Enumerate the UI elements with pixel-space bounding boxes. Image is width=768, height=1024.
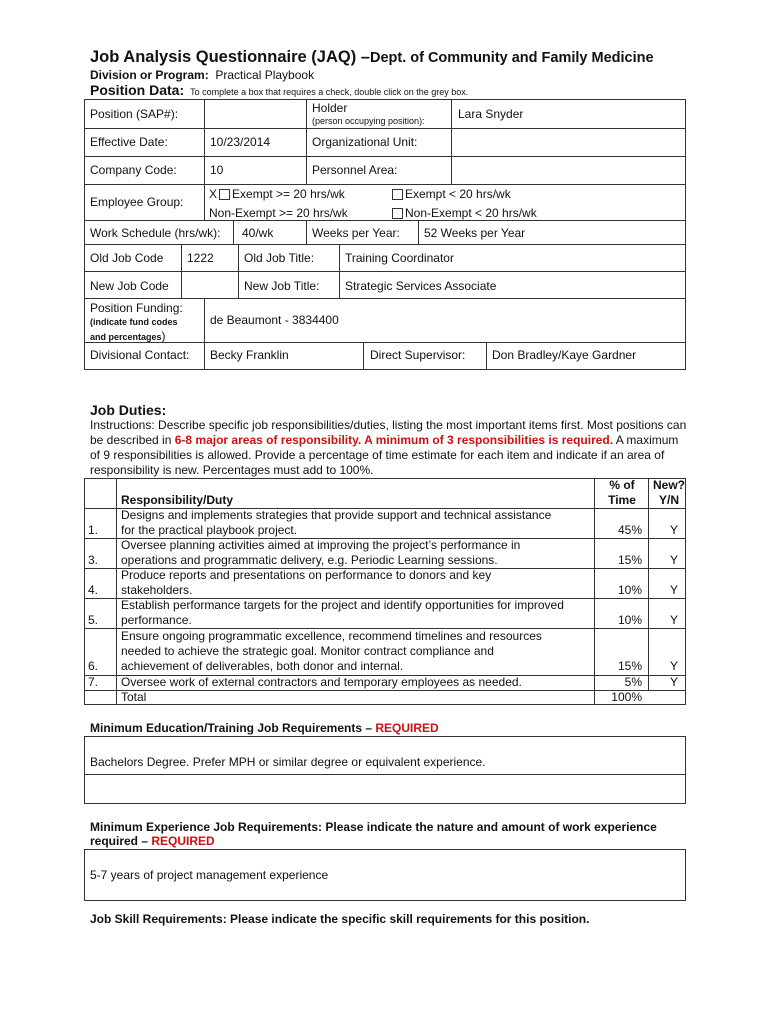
- nonexempt-lt-option[interactable]: [390, 206, 537, 220]
- col-pct-header-2: Time: [608, 493, 636, 507]
- position-sap-label: Position (SAP#):: [90, 107, 179, 121]
- duty-6-pct: 15%: [617, 659, 642, 673]
- holder-sublabel: (person occupying position):: [312, 116, 425, 126]
- instr-part2: A maximum of 9 responsibilities is allowed. Provide a percentage of time estimate for each item and indicate if an area of responsibility is new. Percentages must add to 100%.: [90, 433, 679, 477]
- col-new-header-1: New?: [652, 478, 685, 492]
- duty-5-line2: performance.: [121, 613, 192, 627]
- duty-5-num: 5.: [88, 613, 99, 627]
- funding-sub-paren: ): [161, 329, 166, 343]
- duty-3-line1: Oversee planning activities aimed at improving the project’s performance in: [121, 538, 521, 552]
- new-job-title-label: New Job Title:: [244, 279, 320, 293]
- div-contact-label: Divisional Contact:: [90, 348, 190, 362]
- exempt-lt-option[interactable]: [390, 187, 511, 201]
- col-pct-header-1: % of: [609, 478, 635, 492]
- experience-label: Minimum Experience Job Requirements: Please indicate the nature and amount of work experience required –: [90, 820, 657, 848]
- duties-instructions: [90, 418, 690, 478]
- education-value: Bachelors Degree. Prefer MPH or similar degree or equivalent experience.: [90, 755, 486, 769]
- duty-5-line1: Establish performance targets for the project and identify opportunities for improved: [121, 598, 564, 612]
- funding-value: de Beaumont - 3834400: [210, 313, 339, 327]
- nonexempt-ge-label: Non-Exempt >= 20 hrs/wk: [209, 206, 348, 220]
- company-code-value: 10: [210, 163, 224, 177]
- experience-value: 5-7 years of project management experience: [90, 868, 329, 882]
- effective-date-value: 10/23/2014: [210, 135, 271, 149]
- experience-heading: [90, 820, 690, 848]
- col-duty-header: Responsibility/Duty: [121, 493, 234, 507]
- holder-value: Lara Snyder: [458, 107, 524, 121]
- skills-heading: Job Skill Requirements: Please indicate the specific skill requirements for this position.: [90, 912, 590, 926]
- exempt-ge-mark: X: [209, 187, 218, 201]
- duty-1-new: Y: [669, 523, 678, 537]
- duty-6-line3: achievement of deliverables, both donor and internal.: [121, 659, 404, 673]
- duty-7-line1: Oversee work of external contractors and temporary employees as needed.: [121, 675, 522, 689]
- duty-7-new: Y: [669, 675, 678, 689]
- position-data-note: To complete a box that requires a check, double click on the grey box.: [190, 87, 469, 97]
- division-value: Practical Playbook: [215, 68, 315, 82]
- dept-name: Dept. of Community and Family Medicine: [369, 50, 654, 66]
- nonexempt-lt-checkbox[interactable]: [392, 208, 403, 219]
- funding-sub2: and percentages: [90, 332, 162, 342]
- weeks-label: Weeks per Year:: [312, 226, 400, 240]
- education-heading: [90, 721, 439, 735]
- duty-4-new: Y: [669, 583, 678, 597]
- education-required: REQUIRED: [375, 721, 439, 735]
- instr-part1: Instructions: Describe specific job responsibilities/duties, listing the most important items first. Most positions can be described in: [90, 418, 687, 447]
- position-data-label: Position Data:: [90, 82, 185, 98]
- duty-6-line1: Ensure ongoing programmatic excellence, recommend timelines and resources: [121, 629, 542, 643]
- div-contact-value: Becky Franklin: [210, 348, 289, 362]
- old-job-title-value: Training Coordinator: [345, 251, 454, 265]
- duty-1-line1: Designs and implements strategies that provide support and technical assistance: [121, 508, 552, 522]
- page-title: [90, 48, 654, 67]
- job-duties-title: Job Duties:: [90, 402, 167, 418]
- exempt-ge-label: Exempt >= 20 hrs/wk: [232, 187, 345, 201]
- duty-3-pct: 15%: [617, 553, 642, 567]
- weeks-value: 52 Weeks per Year: [424, 226, 526, 240]
- funding-label: Position Funding:: [90, 301, 183, 315]
- funding-sub1: (indicate fund codes: [90, 317, 178, 327]
- education-label: Minimum Education/Training Job Requirements –: [90, 721, 376, 735]
- duty-4-line1: Produce reports and presentations on performance to donors and key: [121, 568, 492, 582]
- duty-7-num: 7.: [88, 675, 99, 689]
- old-job-title-label: Old Job Title:: [244, 251, 315, 265]
- new-job-code-label: New Job Code: [90, 279, 169, 293]
- division-line: [90, 68, 314, 82]
- work-schedule-value: 40/wk: [242, 226, 274, 240]
- duty-4-pct: 10%: [617, 583, 642, 597]
- supervisor-value: Don Bradley/Kaye Gardner: [492, 348, 637, 362]
- duty-1-line2: for the practical playbook project.: [121, 523, 298, 537]
- nonexempt-lt-label: Non-Exempt < 20 hrs/wk: [405, 206, 537, 220]
- total-value: 100%: [611, 690, 642, 704]
- exempt-lt-checkbox[interactable]: [392, 189, 403, 200]
- instr-red: 6-8 major areas of responsibility. A minimum of 3 responsibilities is required.: [174, 433, 614, 447]
- old-job-code-label: Old Job Code: [90, 251, 164, 265]
- duty-5-new: Y: [669, 613, 678, 627]
- division-label: Division or Program:: [90, 68, 209, 82]
- experience-required: REQUIRED: [151, 834, 215, 848]
- holder-label: Holder: [312, 101, 348, 115]
- employee-group-label: Employee Group:: [90, 195, 184, 209]
- duty-3-num: 3.: [88, 553, 99, 567]
- personnel-area-label: Personnel Area:: [312, 163, 398, 177]
- duty-4-num: 4.: [88, 583, 99, 597]
- duty-1-num: 1.: [88, 523, 99, 537]
- col-new-header-2: Y/N: [658, 493, 679, 507]
- duty-3-new: Y: [669, 553, 678, 567]
- duty-6-line2: needed to achieve the strategic goal. Monitor contract compliance and: [121, 644, 494, 658]
- duty-5-pct: 10%: [617, 613, 642, 627]
- position-data-heading: [90, 82, 468, 98]
- funding-sub2-line: [90, 329, 166, 343]
- exempt-lt-label: Exempt < 20 hrs/wk: [405, 187, 511, 201]
- company-code-label: Company Code:: [90, 163, 177, 177]
- old-job-code-value: 1222: [187, 251, 214, 265]
- duty-6-new: Y: [669, 659, 678, 673]
- duty-7-pct: 5%: [624, 675, 642, 689]
- supervisor-label: Direct Supervisor:: [370, 348, 466, 362]
- education-box[interactable]: [84, 736, 686, 804]
- exempt-ge-option[interactable]: [209, 187, 345, 201]
- total-label: Total: [121, 690, 147, 704]
- duty-4-line2: stakeholders.: [121, 583, 193, 597]
- duty-6-num: 6.: [88, 659, 99, 673]
- new-job-title-value: Strategic Services Associate: [345, 279, 497, 293]
- effective-date-label: Effective Date:: [90, 135, 168, 149]
- title-text: Job Analysis Questionnaire (JAQ) –: [90, 48, 370, 66]
- duty-1-pct: 45%: [617, 523, 642, 537]
- duty-3-line2: operations and programmatic delivery, e.g. Periodic Learning sessions.: [121, 553, 498, 567]
- org-unit-label: Organizational Unit:: [312, 135, 418, 149]
- exempt-ge-checkbox[interactable]: [219, 189, 230, 200]
- work-schedule-label: Work Schedule (hrs/wk):: [90, 226, 221, 240]
